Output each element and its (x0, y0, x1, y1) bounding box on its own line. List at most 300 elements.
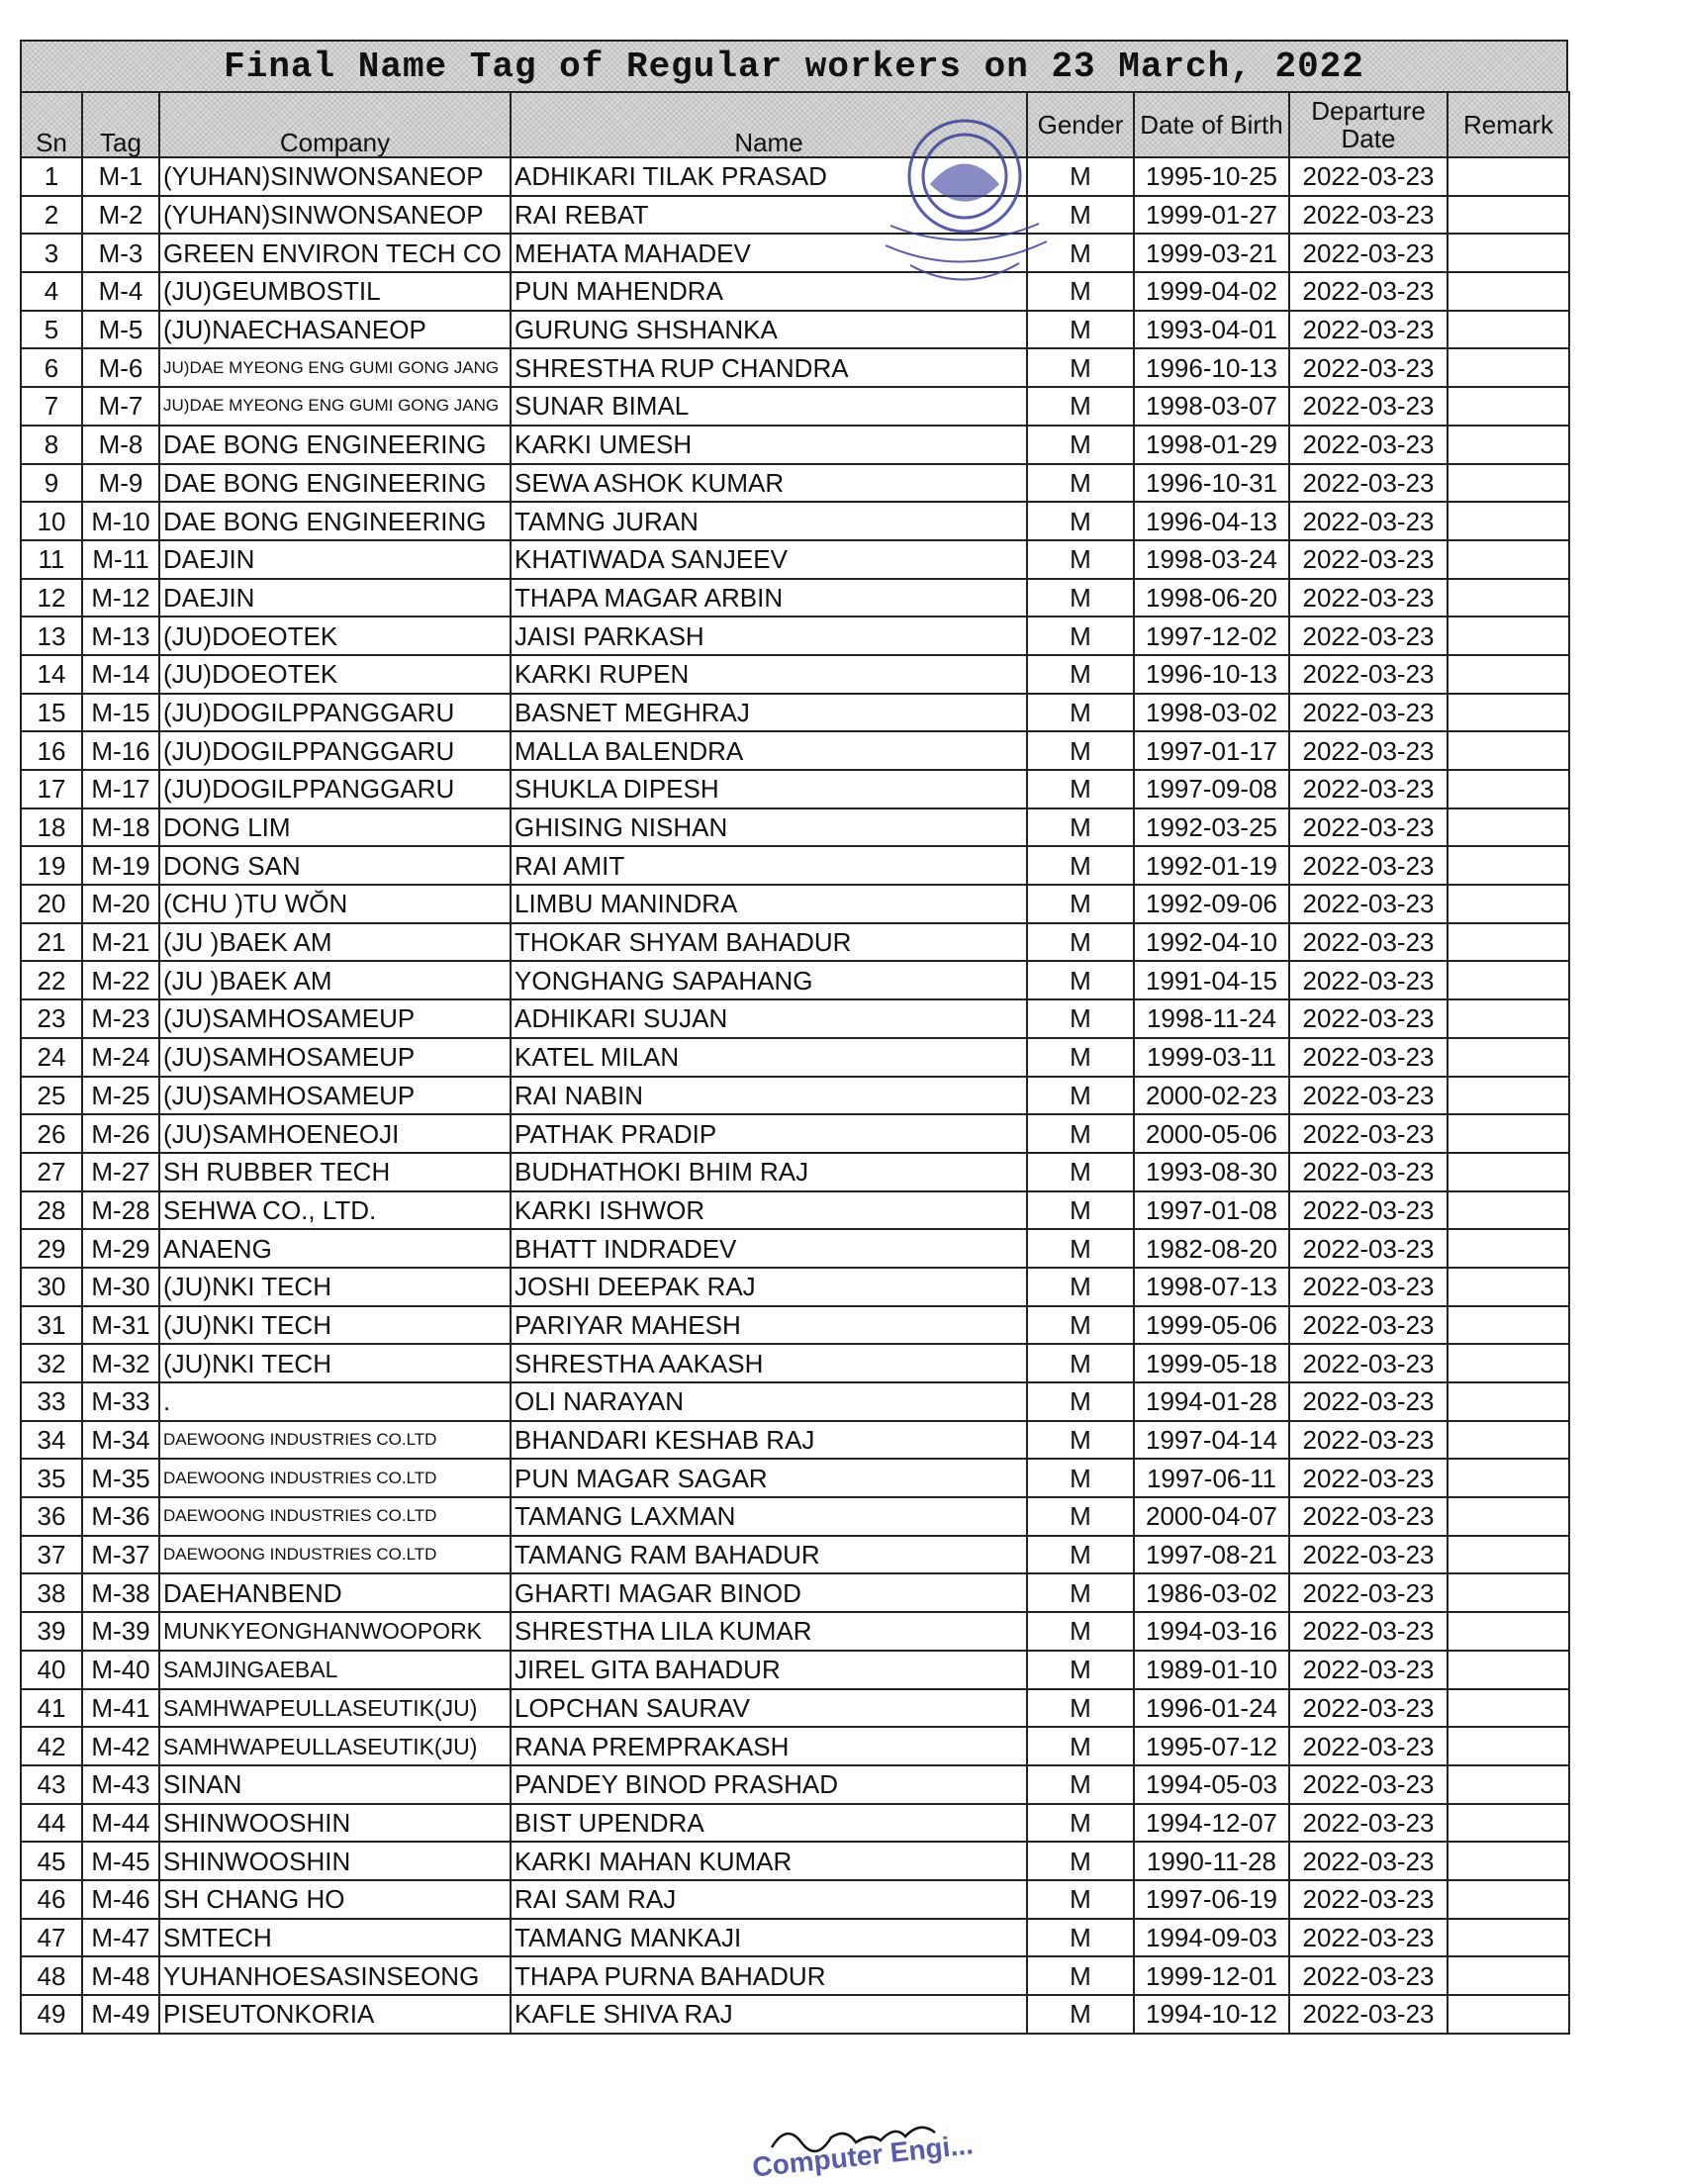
cell-company: (CHU )TU WŎN (159, 885, 511, 923)
cell-sn: 47 (21, 1919, 82, 1957)
cell-dob: 1998-11-24 (1134, 999, 1289, 1038)
cell-tag: M-18 (82, 808, 159, 847)
cell-tag: M-34 (82, 1421, 159, 1460)
cell-name: BUDHATHOKI BHIM RAJ (511, 1153, 1027, 1191)
cell-name: KARKI UMESH (511, 426, 1027, 464)
cell-tag: M-9 (82, 464, 159, 503)
cell-name: KATEL MILAN (511, 1038, 1027, 1077)
cell-gender: M (1027, 311, 1134, 349)
cell-dob: 1994-05-03 (1134, 1765, 1289, 1804)
cell-sn: 10 (21, 502, 82, 540)
cell-gender: M (1027, 1497, 1134, 1536)
cell-departure: 2022-03-23 (1289, 502, 1448, 540)
cell-gender: M (1027, 157, 1134, 196)
table-row (21, 1573, 1569, 1612)
cell-tag: M-24 (82, 1038, 159, 1077)
cell-departure: 2022-03-23 (1289, 1651, 1448, 1689)
cell-remark (1448, 1727, 1569, 1765)
table-row (21, 731, 1569, 770)
cell-dob: 1999-12-01 (1134, 1956, 1289, 1995)
table-row (21, 464, 1569, 503)
cell-tag: M-49 (82, 1995, 159, 2034)
cell-sn: 13 (21, 617, 82, 655)
table-row (21, 1956, 1569, 1995)
cell-dob: 1990-11-28 (1134, 1842, 1289, 1880)
table-row (21, 655, 1569, 694)
cell-tag: M-21 (82, 923, 159, 962)
cell-departure: 2022-03-23 (1289, 1038, 1448, 1077)
page-title: Final Name Tag of Regular workers on 23 March, 2022 (20, 40, 1568, 91)
cell-company: JU)DAE MYEONG ENG GUMI GONG JANG (159, 348, 511, 387)
cell-tag: M-32 (82, 1344, 159, 1382)
cell-remark (1448, 272, 1569, 311)
cell-name: RAI NABIN (511, 1077, 1027, 1115)
cell-company: DAEWOONG INDUSTRIES CO.LTD (159, 1536, 511, 1574)
cell-name: KARKI RUPEN (511, 655, 1027, 694)
cell-tag: M-12 (82, 579, 159, 617)
cell-tag: M-17 (82, 770, 159, 808)
table-row (21, 923, 1569, 962)
cell-tag: M-23 (82, 999, 159, 1038)
cell-remark (1448, 348, 1569, 387)
cell-gender: M (1027, 1153, 1134, 1191)
cell-departure: 2022-03-23 (1289, 196, 1448, 235)
cell-company: (JU)NKI TECH (159, 1344, 511, 1382)
cell-departure: 2022-03-23 (1289, 1804, 1448, 1843)
cell-departure: 2022-03-23 (1289, 1880, 1448, 1919)
cell-gender: M (1027, 1536, 1134, 1574)
cell-remark (1448, 1077, 1569, 1115)
cell-sn: 39 (21, 1612, 82, 1651)
cell-departure: 2022-03-23 (1289, 923, 1448, 962)
cell-dob: 1995-07-12 (1134, 1727, 1289, 1765)
cell-dob: 2000-05-06 (1134, 1114, 1289, 1153)
cell-dob: 1991-04-15 (1134, 961, 1289, 999)
cell-gender: M (1027, 1727, 1134, 1765)
cell-dob: 2000-02-23 (1134, 1077, 1289, 1115)
cell-departure: 2022-03-23 (1289, 348, 1448, 387)
cell-gender: M (1027, 579, 1134, 617)
cell-tag: M-20 (82, 885, 159, 923)
signature-area (732, 2113, 1029, 2183)
cell-dob: 1994-10-12 (1134, 1995, 1289, 2034)
cell-dob: 1999-04-02 (1134, 272, 1289, 311)
cell-name: MALLA BALENDRA (511, 731, 1027, 770)
cell-gender: M (1027, 1229, 1134, 1268)
cell-name: MEHATA MAHADEV (511, 234, 1027, 272)
cell-gender: M (1027, 1344, 1134, 1382)
table-row (21, 234, 1569, 272)
cell-departure: 2022-03-23 (1289, 1612, 1448, 1651)
cell-dob: 1996-04-13 (1134, 502, 1289, 540)
cell-dob: 1997-06-11 (1134, 1459, 1289, 1497)
cell-remark (1448, 655, 1569, 694)
cell-tag: M-31 (82, 1306, 159, 1345)
table-row (21, 1114, 1569, 1153)
table-row (21, 1689, 1569, 1728)
cell-sn: 36 (21, 1497, 82, 1536)
cell-sn: 22 (21, 961, 82, 999)
cell-gender: M (1027, 1077, 1134, 1115)
cell-dob: 1999-01-27 (1134, 196, 1289, 235)
cell-tag: M-35 (82, 1459, 159, 1497)
table-row (21, 502, 1569, 540)
table-row (21, 1459, 1569, 1497)
table-row (21, 961, 1569, 999)
cell-company: (JU )BAEK AM (159, 961, 511, 999)
cell-name: PANDEY BINOD PRASHAD (511, 1765, 1027, 1804)
cell-gender: M (1027, 387, 1134, 426)
cell-company: (JU)DOEOTEK (159, 655, 511, 694)
cell-gender: M (1027, 731, 1134, 770)
cell-tag: M-44 (82, 1804, 159, 1843)
cell-tag: M-42 (82, 1727, 159, 1765)
cell-departure: 2022-03-23 (1289, 579, 1448, 617)
cell-dob: 1994-12-07 (1134, 1804, 1289, 1843)
cell-gender: M (1027, 694, 1134, 732)
cell-departure: 2022-03-23 (1289, 1995, 1448, 2034)
cell-company: DAEJIN (159, 579, 511, 617)
cell-dob: 1997-04-14 (1134, 1421, 1289, 1460)
cell-dob: 1994-01-28 (1134, 1382, 1289, 1421)
cell-departure: 2022-03-23 (1289, 999, 1448, 1038)
cell-departure: 2022-03-23 (1289, 1689, 1448, 1728)
cell-gender: M (1027, 1306, 1134, 1345)
cell-remark (1448, 1114, 1569, 1153)
cell-tag: M-10 (82, 502, 159, 540)
cell-gender: M (1027, 348, 1134, 387)
cell-remark (1448, 1842, 1569, 1880)
cell-company: JU)DAE MYEONG ENG GUMI GONG JANG (159, 387, 511, 426)
cell-gender: M (1027, 502, 1134, 540)
cell-departure: 2022-03-23 (1289, 387, 1448, 426)
cell-sn: 12 (21, 579, 82, 617)
cell-departure: 2022-03-23 (1289, 540, 1448, 579)
cell-departure: 2022-03-23 (1289, 272, 1448, 311)
cell-gender: M (1027, 1382, 1134, 1421)
table-row (21, 157, 1569, 196)
column-header-company: Company (159, 92, 511, 157)
cell-departure: 2022-03-23 (1289, 311, 1448, 349)
cell-gender: M (1027, 1689, 1134, 1728)
cell-tag: M-1 (82, 157, 159, 196)
cell-tag: M-6 (82, 348, 159, 387)
cell-name: BIST UPENDRA (511, 1804, 1027, 1843)
cell-remark (1448, 1880, 1569, 1919)
cell-departure: 2022-03-23 (1289, 1536, 1448, 1574)
cell-remark (1448, 885, 1569, 923)
cell-company: DAEWOONG INDUSTRIES CO.LTD (159, 1459, 511, 1497)
cell-dob: 1998-03-02 (1134, 694, 1289, 732)
cell-name: SHRESTHA AAKASH (511, 1344, 1027, 1382)
cell-name: KARKI MAHAN KUMAR (511, 1842, 1027, 1880)
table-row (21, 1880, 1569, 1919)
cell-gender: M (1027, 770, 1134, 808)
cell-remark (1448, 1191, 1569, 1230)
cell-remark (1448, 1689, 1569, 1728)
cell-departure: 2022-03-23 (1289, 1956, 1448, 1995)
cell-departure: 2022-03-23 (1289, 770, 1448, 808)
cell-tag: M-41 (82, 1689, 159, 1728)
table-row (21, 1229, 1569, 1268)
cell-sn: 29 (21, 1229, 82, 1268)
cell-departure: 2022-03-23 (1289, 731, 1448, 770)
cell-remark (1448, 1536, 1569, 1574)
cell-name: TAMNG JURAN (511, 502, 1027, 540)
cell-company: DAEHANBEND (159, 1573, 511, 1612)
cell-tag: M-15 (82, 694, 159, 732)
cell-sn: 18 (21, 808, 82, 847)
cell-name: SHUKLA DIPESH (511, 770, 1027, 808)
cell-company: (JU)SAMHOENEOJI (159, 1114, 511, 1153)
cell-departure: 2022-03-23 (1289, 1229, 1448, 1268)
cell-name: JAISI PARKASH (511, 617, 1027, 655)
cell-gender: M (1027, 196, 1134, 235)
cell-company: (JU)DOGILPPANGGARU (159, 770, 511, 808)
cell-company: (JU)NAECHASANEOP (159, 311, 511, 349)
cell-tag: M-28 (82, 1191, 159, 1230)
cell-name: KHATIWADA SANJEEV (511, 540, 1027, 579)
document-sheet (20, 40, 1568, 2035)
cell-remark (1448, 1229, 1569, 1268)
cell-gender: M (1027, 1268, 1134, 1306)
table-row (21, 885, 1569, 923)
cell-sn: 38 (21, 1573, 82, 1612)
cell-name: RAI SAM RAJ (511, 1880, 1027, 1919)
cell-departure: 2022-03-23 (1289, 808, 1448, 847)
cell-company: PISEUTONKORIA (159, 1995, 511, 2034)
cell-dob: 1992-01-19 (1134, 846, 1289, 885)
cell-gender: M (1027, 426, 1134, 464)
cell-company: (JU)SAMHOSAMEUP (159, 1077, 511, 1115)
cell-tag: M-43 (82, 1765, 159, 1804)
cell-sn: 21 (21, 923, 82, 962)
cell-dob: 1993-04-01 (1134, 311, 1289, 349)
table-row (21, 579, 1569, 617)
cell-departure: 2022-03-23 (1289, 426, 1448, 464)
cell-remark (1448, 1612, 1569, 1651)
cell-gender: M (1027, 885, 1134, 923)
cell-company: (JU)GEUMBOSTIL (159, 272, 511, 311)
cell-gender: M (1027, 999, 1134, 1038)
cell-departure: 2022-03-23 (1289, 655, 1448, 694)
cell-dob: 1997-08-21 (1134, 1536, 1289, 1574)
cell-sn: 41 (21, 1689, 82, 1728)
cell-sn: 24 (21, 1038, 82, 1077)
table-row (21, 1191, 1569, 1230)
cell-company: (JU)SAMHOSAMEUP (159, 999, 511, 1038)
cell-dob: 1998-01-29 (1134, 426, 1289, 464)
table-row (21, 540, 1569, 579)
column-header-name: Name (511, 92, 1027, 157)
cell-company: (JU)SAMHOSAMEUP (159, 1038, 511, 1077)
cell-gender: M (1027, 1995, 1134, 2034)
cell-sn: 34 (21, 1421, 82, 1460)
cell-dob: 1996-10-31 (1134, 464, 1289, 503)
cell-dob: 1996-10-13 (1134, 655, 1289, 694)
cell-remark (1448, 1804, 1569, 1843)
cell-remark (1448, 387, 1569, 426)
cell-dob: 1996-01-24 (1134, 1689, 1289, 1728)
cell-name: LOPCHAN SAURAV (511, 1689, 1027, 1728)
cell-gender: M (1027, 961, 1134, 999)
cell-sn: 17 (21, 770, 82, 808)
cell-remark (1448, 1382, 1569, 1421)
cell-sn: 32 (21, 1344, 82, 1382)
cell-tag: M-11 (82, 540, 159, 579)
cell-company: YUHANHOESASINSEONG (159, 1956, 511, 1995)
table-row (21, 1153, 1569, 1191)
cell-company: SAMHWAPEULLASEUTIK(JU) (159, 1727, 511, 1765)
table-row (21, 1651, 1569, 1689)
cell-remark (1448, 1497, 1569, 1536)
cell-gender: M (1027, 1573, 1134, 1612)
cell-tag: M-27 (82, 1153, 159, 1191)
cell-dob: 1982-08-20 (1134, 1229, 1289, 1268)
cell-departure: 2022-03-23 (1289, 1077, 1448, 1115)
cell-remark (1448, 1995, 1569, 2034)
cell-name: JOSHI DEEPAK RAJ (511, 1268, 1027, 1306)
cell-sn: 28 (21, 1191, 82, 1230)
cell-tag: M-26 (82, 1114, 159, 1153)
cell-dob: 1997-01-08 (1134, 1191, 1289, 1230)
cell-sn: 5 (21, 311, 82, 349)
cell-dob: 1992-04-10 (1134, 923, 1289, 962)
cell-tag: M-36 (82, 1497, 159, 1536)
cell-name: TAMANG LAXMAN (511, 1497, 1027, 1536)
cell-remark (1448, 311, 1569, 349)
cell-name: GURUNG SHSHANKA (511, 311, 1027, 349)
cell-remark (1448, 1038, 1569, 1077)
cell-company: (JU)NKI TECH (159, 1268, 511, 1306)
table-row (21, 1804, 1569, 1843)
table-row (21, 348, 1569, 387)
table-row (21, 1536, 1569, 1574)
table-row (21, 617, 1569, 655)
table-row (21, 770, 1569, 808)
cell-dob: 1992-09-06 (1134, 885, 1289, 923)
cell-name: PATHAK PRADIP (511, 1114, 1027, 1153)
cell-company: MUNKYEONGHANWOOPORK (159, 1612, 511, 1651)
cell-departure: 2022-03-23 (1289, 1306, 1448, 1345)
cell-company: (JU )BAEK AM (159, 923, 511, 962)
table-row (21, 1497, 1569, 1536)
cell-tag: M-33 (82, 1382, 159, 1421)
cell-gender: M (1027, 1459, 1134, 1497)
cell-departure: 2022-03-23 (1289, 1268, 1448, 1306)
cell-departure: 2022-03-23 (1289, 1497, 1448, 1536)
cell-name: KAFLE SHIVA RAJ (511, 1995, 1027, 2034)
cell-remark (1448, 540, 1569, 579)
cell-gender: M (1027, 808, 1134, 847)
cell-company: GREEN ENVIRON TECH CO (159, 234, 511, 272)
cell-name: OLI NARAYAN (511, 1382, 1027, 1421)
cell-remark (1448, 426, 1569, 464)
cell-dob: 1998-03-24 (1134, 540, 1289, 579)
cell-dob: 2000-04-07 (1134, 1497, 1289, 1536)
cell-company: (JU)DOEOTEK (159, 617, 511, 655)
cell-dob: 1998-03-07 (1134, 387, 1289, 426)
cell-sn: 23 (21, 999, 82, 1038)
cell-remark (1448, 923, 1569, 962)
cell-gender: M (1027, 1114, 1134, 1153)
cell-company: SAMHWAPEULLASEUTIK(JU) (159, 1689, 511, 1728)
table-row (21, 1344, 1569, 1382)
table-row (21, 1382, 1569, 1421)
cell-company: (JU)NKI TECH (159, 1306, 511, 1345)
cell-company: SMTECH (159, 1919, 511, 1957)
cell-name: LIMBU MANINDRA (511, 885, 1027, 923)
cell-remark (1448, 234, 1569, 272)
table-row (21, 846, 1569, 885)
cell-name: JIREL GITA BAHADUR (511, 1651, 1027, 1689)
cell-name: THAPA PURNA BAHADUR (511, 1956, 1027, 1995)
cell-dob: 1995-10-25 (1134, 157, 1289, 196)
cell-remark (1448, 1306, 1569, 1345)
cell-dob: 1997-06-19 (1134, 1880, 1289, 1919)
table-row (21, 1038, 1569, 1077)
cell-remark (1448, 196, 1569, 235)
cell-tag: M-25 (82, 1077, 159, 1115)
cell-remark (1448, 617, 1569, 655)
cell-remark (1448, 1459, 1569, 1497)
cell-company: (YUHAN)SINWONSANEOP (159, 196, 511, 235)
cell-remark (1448, 579, 1569, 617)
cell-name: BASNET MEGHRAJ (511, 694, 1027, 732)
cell-gender: M (1027, 1842, 1134, 1880)
cell-departure: 2022-03-23 (1289, 1344, 1448, 1382)
cell-company: ANAENG (159, 1229, 511, 1268)
cell-dob: 1999-05-18 (1134, 1344, 1289, 1382)
table-row (21, 311, 1569, 349)
cell-sn: 35 (21, 1459, 82, 1497)
cell-dob: 1998-06-20 (1134, 579, 1289, 617)
table-row (21, 387, 1569, 426)
cell-gender: M (1027, 272, 1134, 311)
cell-sn: 20 (21, 885, 82, 923)
signature-scribble (732, 2113, 1029, 2177)
cell-gender: M (1027, 1804, 1134, 1843)
cell-sn: 37 (21, 1536, 82, 1574)
cell-tag: M-5 (82, 311, 159, 349)
table-row (21, 808, 1569, 847)
cell-name: SHRESTHA RUP CHANDRA (511, 348, 1027, 387)
cell-name: SHRESTHA LILA KUMAR (511, 1612, 1027, 1651)
cell-gender: M (1027, 1880, 1134, 1919)
cell-sn: 26 (21, 1114, 82, 1153)
cell-company: . (159, 1382, 511, 1421)
cell-tag: M-7 (82, 387, 159, 426)
table-row (21, 1268, 1569, 1306)
cell-tag: M-13 (82, 617, 159, 655)
cell-sn: 2 (21, 196, 82, 235)
table-row (21, 1765, 1569, 1804)
cell-dob: 1994-03-16 (1134, 1612, 1289, 1651)
table-header-row (21, 92, 1569, 157)
cell-departure: 2022-03-23 (1289, 1382, 1448, 1421)
cell-departure: 2022-03-23 (1289, 1727, 1448, 1765)
cell-tag: M-47 (82, 1919, 159, 1957)
cell-company: (YUHAN)SINWONSANEOP (159, 157, 511, 196)
cell-remark (1448, 770, 1569, 808)
cell-departure: 2022-03-23 (1289, 157, 1448, 196)
cell-remark (1448, 999, 1569, 1038)
cell-remark (1448, 1765, 1569, 1804)
cell-sn: 49 (21, 1995, 82, 2034)
cell-company: SEHWA CO., LTD. (159, 1191, 511, 1230)
cell-departure: 2022-03-23 (1289, 1191, 1448, 1230)
cell-gender: M (1027, 1612, 1134, 1651)
